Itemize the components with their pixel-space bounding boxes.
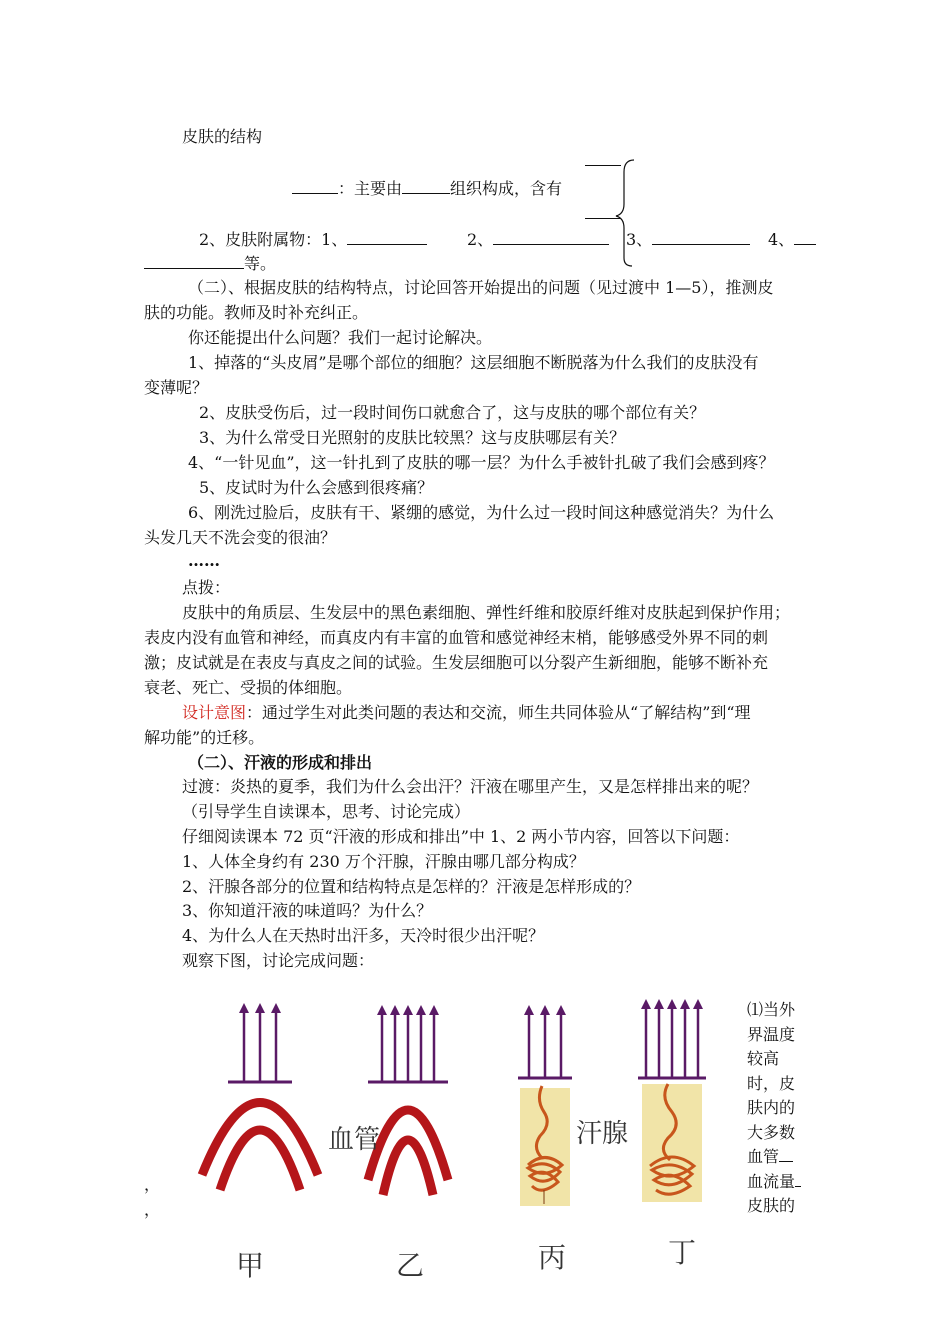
epidermis-line [292, 178, 562, 199]
blood-vessel-wide [202, 1103, 318, 1191]
tip-line-1: 皮肤中的角质层、生发层中的黑色素细胞、弹性纤维和胶原纤维对皮肤起到保护作用； [182, 603, 791, 622]
side-question [747, 998, 803, 1219]
blank-field[interactable] [292, 178, 338, 194]
panel-label-yi: 乙 [396, 1249, 425, 1282]
sweat-line-2: （引导学生自读课本，思考、讨论完成） [182, 802, 471, 821]
tip-line-4: 衰老、死亡、受损的体细胞。 [144, 678, 353, 697]
brace-icon [614, 158, 638, 268]
vessel-label: 血管 [328, 1125, 381, 1155]
question-4: 4、“一针见血”，这一针扎到了皮肤的哪一层？为什么手被针扎破了我们会感到疼？ [188, 453, 775, 472]
question-1: 1、掉落的“头皮屑”是哪个部位的细胞？这层细胞不断脱落为什么我们的皮肤没有 [188, 353, 759, 372]
question-6: 6、刚洗过脸后，皮肤有干、紧绷的感觉，为什么过一段时间这种感觉消失？为什么 [188, 503, 775, 522]
sweat-line-1: 过渡：炎热的夏季，我们为什么会出汗？汗液在哪里产生，又是怎样排出来的呢？ [182, 777, 759, 796]
tip-line-2: 表皮内没有血管和神经，而真皮内有丰富的血管和感觉神经末梢，能够感受外界不同的刺 [144, 628, 769, 647]
sweat-heading: （二）、汗液的形成和排出 [188, 753, 373, 772]
discuss-line-2: 肤的功能。教师及时补充纠正。 [144, 303, 369, 322]
blank-field[interactable] [493, 229, 609, 245]
appendages-end [144, 253, 276, 274]
appendages-label: 2、皮肤附属物：1、 [199, 230, 348, 249]
section-title-skin-structure: 皮肤的结构 [182, 127, 263, 146]
tip-line-3: 激；皮试就是在表皮与真皮之间的试验。生发层细胞可以分裂产生新细胞，能够不断补充 [144, 653, 769, 672]
tip-label: 点拨： [182, 578, 231, 597]
ellipsis: …… [188, 551, 220, 570]
panel-label-bing: 丙 [538, 1241, 567, 1274]
appendage-3 [626, 229, 750, 250]
appendage-number: 2、 [467, 230, 494, 249]
appendage-2 [467, 229, 609, 250]
side-question-text-2: 血流量 [747, 1171, 796, 1191]
appendage-number: 4、 [768, 230, 795, 249]
design-intent-line-2: 解功能”的迁移。 [144, 728, 265, 747]
comma-mark: ， [144, 1175, 161, 1194]
sweat-line-5: 2、汗腺各部分的位置和结构特点是怎样的？汗液是怎样形成的？ [182, 877, 641, 896]
heat-arrows [228, 1004, 706, 1082]
question-1-cont: 变薄呢？ [144, 378, 209, 397]
side-question-text-3: 皮肤的 [747, 1196, 796, 1215]
sweat-line-8: 观察下图，讨论完成问题： [182, 951, 375, 970]
epidermis-text-2: 组织构成，含有 [450, 179, 563, 198]
skin-temperature-figure [180, 990, 740, 1290]
panel-label-jia: 甲 [236, 1249, 265, 1282]
question-5: 5、皮试时为什么会感到很疼痛？ [199, 478, 434, 497]
gland-label: 汗腺 [576, 1119, 629, 1149]
appendage-4 [768, 229, 816, 250]
question-intro: 你还能提出什么问题？我们一起讨论解决。 [188, 328, 493, 347]
appendages-line [199, 229, 427, 250]
blank-field[interactable] [144, 253, 244, 269]
panel-label-ding: 丁 [668, 1236, 697, 1269]
blank-field[interactable] [779, 1146, 793, 1162]
design-intent-text: ：通过学生对此类问题的表达和交流，师生共同体验从“了解结构”到“理 [246, 703, 751, 722]
blank-field[interactable] [795, 1171, 801, 1187]
question-3: 3、为什么常受日光照射的皮肤比较黑？这与皮肤哪层有关？ [199, 428, 626, 447]
discuss-line-1: （二）、根据皮肤的结构特点，讨论回答开始提出的问题（见过渡中 1—5），推测皮 [188, 278, 774, 297]
sweat-gland-ding [642, 1084, 702, 1202]
side-question-text: ⑴当外界温度较高时，皮肤内的大多数血管 [747, 1000, 796, 1166]
sweat-line-4: 1、人体全身约有 230 万个汗腺，汗腺由哪几部分构成？ [182, 852, 585, 871]
sweat-line-3: 仔细阅读课本 72 页“汗液的形成和排出”中 1、2 两小节内容，回答以下问题： [182, 827, 740, 846]
design-intent-line-1 [182, 703, 751, 723]
blank-field[interactable] [402, 178, 450, 194]
appendages-end-text: 等。 [244, 254, 277, 273]
blank-field[interactable] [652, 229, 750, 245]
epidermis-text: ：主要由 [338, 179, 403, 198]
blank-field[interactable] [347, 229, 427, 245]
question-2: 2、皮肤受伤后，过一段时间伤口就愈合了，这与皮肤的哪个部位有关？ [199, 403, 706, 422]
comma-mark: ， [144, 1200, 161, 1219]
blank-field[interactable] [794, 229, 816, 245]
question-6-cont: 头发几天不洗会变的很油？ [144, 528, 337, 547]
appendage-number: 3、 [626, 230, 653, 249]
sweat-line-7: 4、为什么人在天热时出汗多，天冷时很少出汗呢？ [182, 926, 545, 945]
design-intent-label: 设计意图 [182, 703, 247, 722]
sweat-gland-bing [520, 1086, 570, 1206]
sweat-line-6: 3、你知道汗液的味道吗？为什么？ [182, 901, 433, 920]
